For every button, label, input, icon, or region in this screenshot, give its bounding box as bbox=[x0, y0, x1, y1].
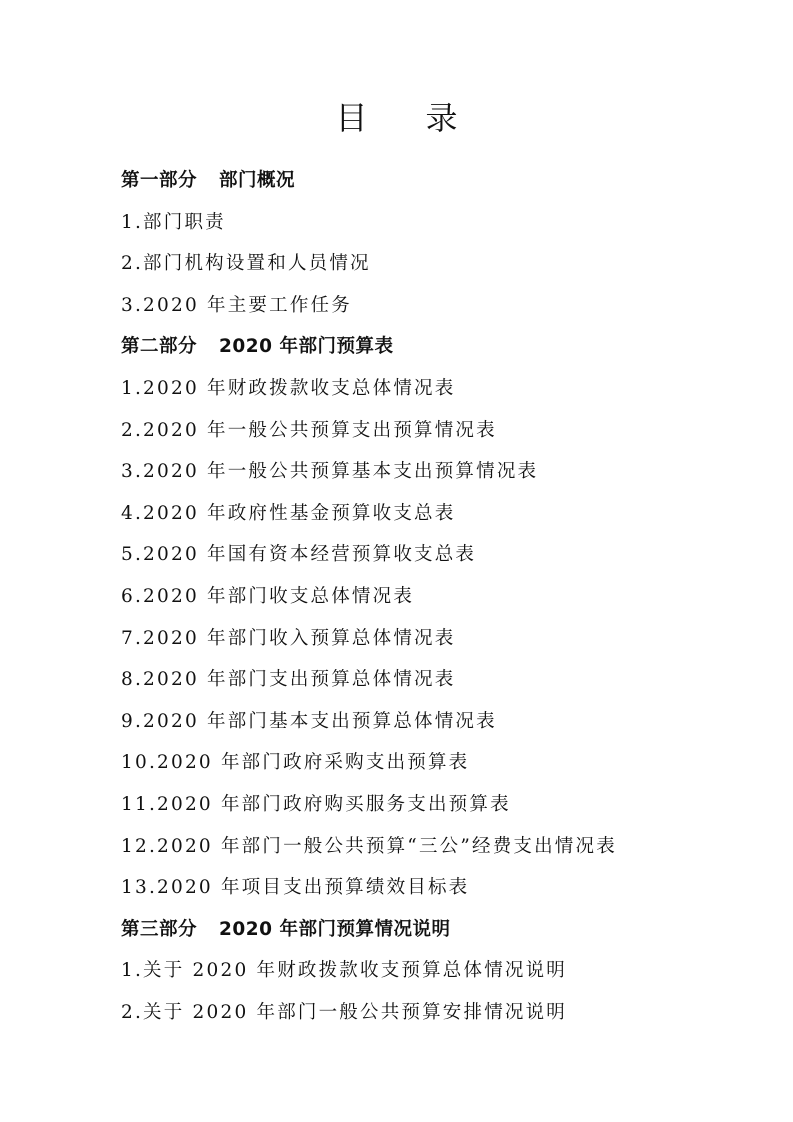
toc-item: 9.2020 年部门基本支出预算总体情况表 bbox=[121, 710, 497, 732]
table-of-contents bbox=[121, 167, 741, 1040]
toc-item: 13.2020 年项目支出预算绩效目标表 bbox=[121, 877, 470, 899]
toc-part-title: 2020 年部门预算情况说明 bbox=[219, 918, 451, 940]
toc-item: 2.2020 年一般公共预算支出预算情况表 bbox=[121, 419, 497, 441]
page-title bbox=[0, 96, 793, 140]
toc-item: 2.关于 2020 年部门一般公共预算安排情况说明 bbox=[121, 1001, 567, 1023]
toc-part-3 bbox=[121, 916, 741, 958]
toc-part-label: 第一部分 bbox=[121, 170, 198, 191]
toc-item: 7.2020 年部门收入预算总体情况表 bbox=[121, 627, 456, 649]
page-title-char-2: 录 bbox=[425, 99, 458, 137]
toc-part-title: 部门概况 bbox=[219, 170, 296, 191]
toc-part-1 bbox=[121, 167, 741, 209]
toc-item: 12.2020 年部门一般公共预算“三公”经费支出情况表 bbox=[121, 835, 617, 857]
toc-item: 3.2020 年主要工作任务 bbox=[121, 294, 352, 316]
toc-part-label: 第二部分 bbox=[121, 336, 198, 358]
toc-item: 10.2020 年部门政府采购支出预算表 bbox=[121, 752, 470, 774]
toc-item: 11.2020 年部门政府购买服务支出预算表 bbox=[121, 793, 511, 815]
toc-item: 5.2020 年国有资本经营预算收支总表 bbox=[121, 544, 477, 566]
toc-part-2 bbox=[121, 333, 741, 375]
toc-item: 2.部门机构设置和人员情况 bbox=[121, 253, 371, 275]
toc-item: 4.2020 年政府性基金预算收支总表 bbox=[121, 502, 456, 524]
toc-item: 6.2020 年部门收支总体情况表 bbox=[121, 585, 415, 607]
toc-item: 1.关于 2020 年财政拨款收支预算总体情况说明 bbox=[121, 960, 567, 982]
toc-item: 3.2020 年一般公共预算基本支出预算情况表 bbox=[121, 461, 539, 483]
toc-part-label: 第三部分 bbox=[121, 918, 198, 940]
toc-item: 8.2020 年部门支出预算总体情况表 bbox=[121, 669, 456, 691]
toc-item: 1.2020 年财政拨款收支总体情况表 bbox=[121, 377, 456, 399]
page-title-char-1: 目 bbox=[335, 99, 368, 137]
toc-part-title: 2020 年部门预算表 bbox=[219, 336, 394, 358]
toc-item: 1.部门职责 bbox=[121, 211, 226, 233]
